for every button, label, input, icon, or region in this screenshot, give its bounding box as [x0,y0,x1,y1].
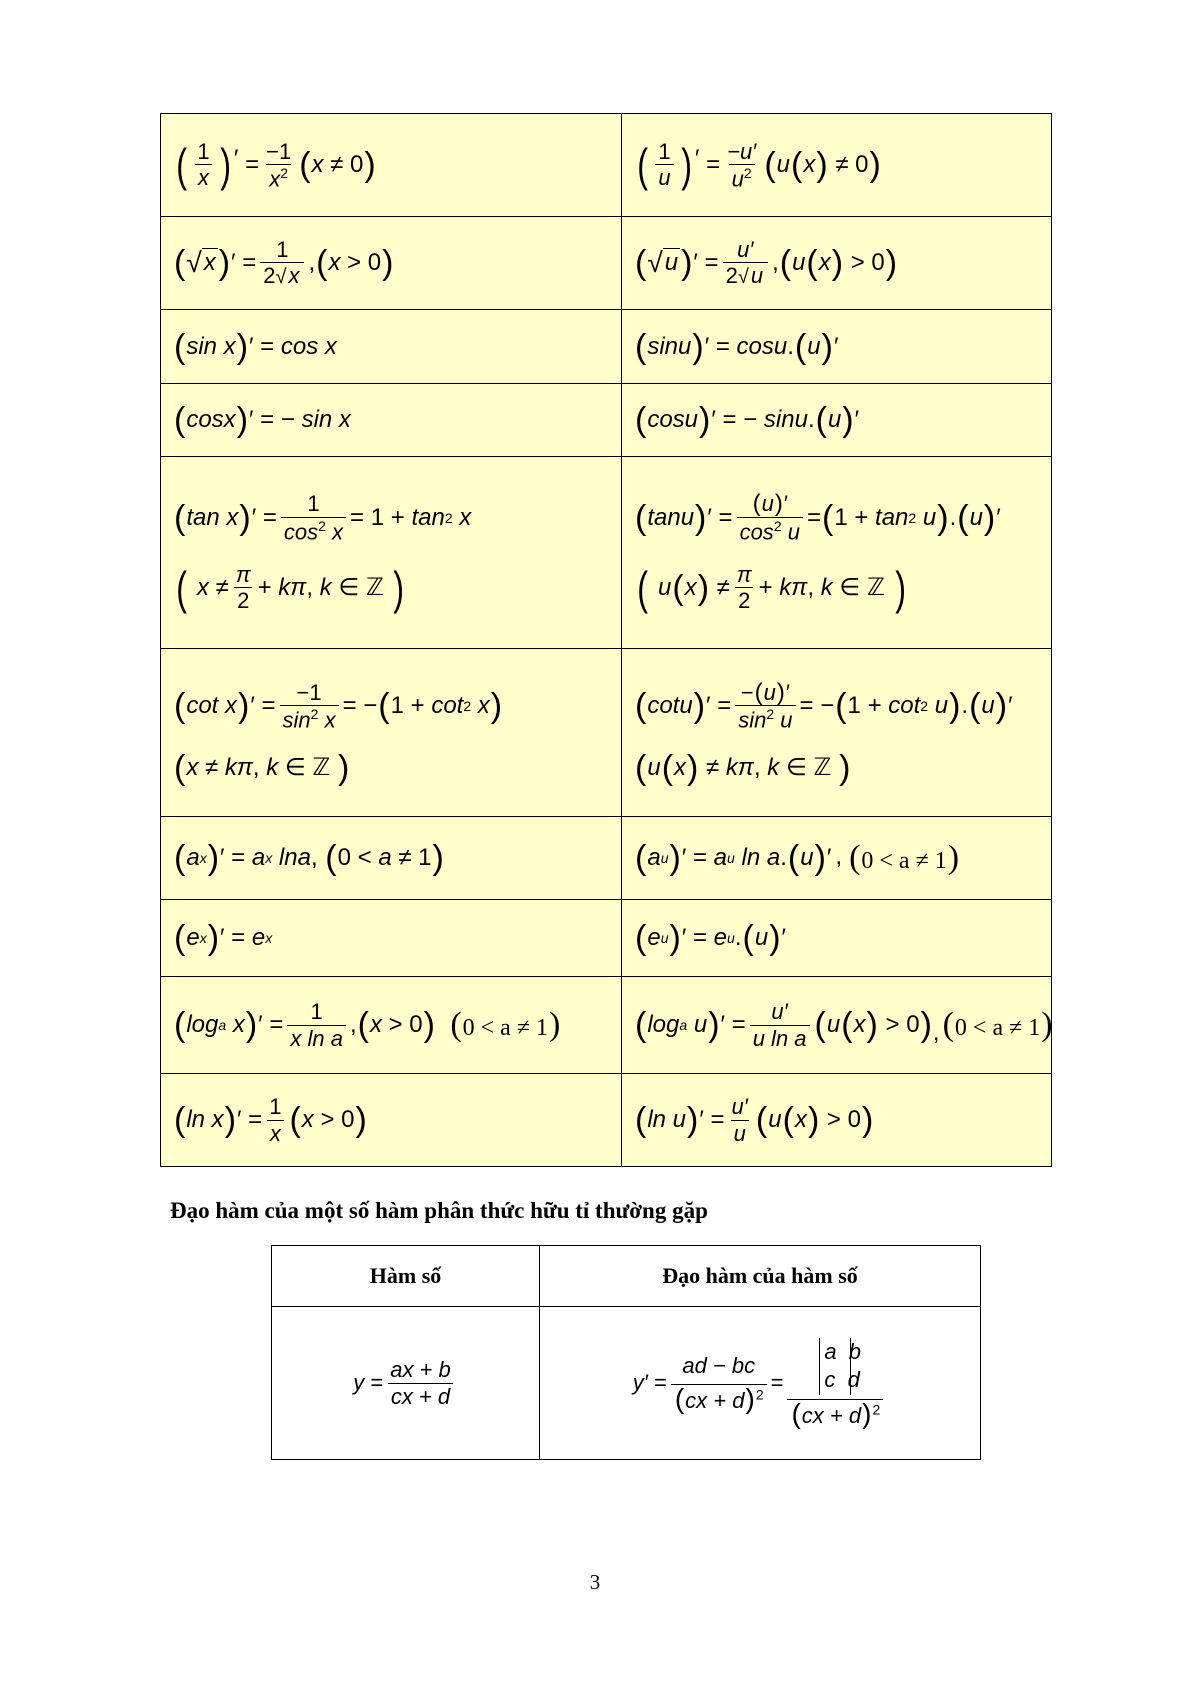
formula-cell [622,1074,1052,1167]
table-row [272,1307,981,1460]
formula-cell [161,310,622,384]
formula-cell [622,900,1052,977]
formula-cell [622,977,1052,1074]
formula-cell [622,114,1052,217]
formula: ( log a x ) ′ = $\frac{1}{\text{x ln a}}$ , ( x > 0 ) (0 < a ≠ 1) [174,999,561,1051]
section-heading: Đạo hàm của một số hàm phân thức hữu tỉ thường gặp [170,1198,708,1223]
formula-cell [622,384,1052,457]
table-row [161,977,1052,1074]
formula-cell [161,1074,622,1167]
formula-condition: ( x ≠ kπ , k ∈ ℤ ) [174,748,350,787]
formula: ( e x ) ′ = e x [174,919,273,957]
column-header: Hàm số [272,1246,540,1307]
formula: ( cosx ) ′ = − sin x [174,401,351,439]
formula-cell [161,457,622,649]
formula: ( ln x ) ′ = $\frac{1}{x}$ ( x > 0 ) [174,1094,367,1146]
formula-cell [622,310,1052,384]
formula: ( √ u ) ′ = $\frac{u'}{2√u}$ , ( u ( x ) > 0 ) [635,236,898,289]
formula: ( $\frac{1}{u}$ ) ′ = $\frac{-u'}{u^2}$ ( u ( x ) ≠ 0 ) [637,138,881,192]
table-row [161,457,1052,649]
derivative-formula-table [160,113,1052,1167]
formula: ( ln u ) ′ = $\frac{u'}{u}$ ( u ( x ) > 0 ) [635,1094,874,1146]
formula-cell [161,817,622,900]
formula-cell [161,977,622,1074]
table-row [161,649,1052,817]
formula: ( √ x ) ′ = $\frac{1}{2√x}$ , ( x > 0 ) [174,236,394,289]
formula: ( sinu ) ′ = cosu . ( u ) ′ [635,327,839,366]
table-row [161,1074,1052,1167]
formula-cell [622,217,1052,310]
formula: ( sin x ) ′ = cos x [174,327,337,366]
formula-cell [161,649,622,817]
function-cell [272,1307,540,1460]
formula: ( cosu ) ′ = − sinu . ( u ) ′ [635,401,860,439]
rational-function-table [271,1245,981,1460]
column-header: Đạo hàm của hàm số [540,1246,981,1307]
formula: ( cot x ) ′ = $\frac{-1}{\sin^2 x}$ = − ( 1 + cot 2 x ) [174,680,503,733]
table-row [161,310,1052,384]
formula-cell [622,817,1052,900]
table-row [161,817,1052,900]
formula-condition: ( u ( x ) ≠ kπ , k ∈ ℤ ) [635,748,851,787]
formula-cell [622,649,1052,817]
table-row [161,900,1052,977]
formula: ( e u ) ′ = e u . ( u ) ′ [635,919,787,957]
formula: ( log a u ) ′ = $\frac{u'}{\text{u ln a}}$ ( u ( x ) > 0 ) , (0 < a ≠ 1) [635,999,1053,1051]
formula: ( tan x ) ′ = $\frac{1}{\cos^2 x}$ = 1 + tan 2 x [174,491,472,544]
table-row [161,217,1052,310]
formula-cell [161,900,622,977]
formula-condition: ( u ( x ) ≠ $\frac{\pi}{2}$ + kπ , k ∈ ℤ ) [637,561,906,614]
derivative-cell [540,1307,981,1460]
formula-condition: ( x ≠ $\frac{\pi}{2}$ + kπ , k ∈ ℤ ) [176,561,405,614]
formula: y′ = $\frac{ad - bc}{(cx + d)^2}$ = a b c d (cx + d)$^2$ [541,1338,979,1428]
formula: y = $\frac{ax + b}{cx + d}$ [273,1357,538,1409]
table-row [161,384,1052,457]
page-number: 3 [589,1570,601,1594]
table-row [161,114,1052,217]
formula: ( cotu ) ′ = $\frac{-(u)'}{\sin^2 u}$ = − ( 1 + cot 2 u ) . ( u ) ′ [635,679,1013,733]
formula: ( a x ) ′ = a x lna , ( 0 < a ≠ 1 ) [174,839,444,877]
formula-cell [622,457,1052,649]
formula: ( tanu ) ′ = $\frac{(u)'}{\cos^2 u}$ = ( 1 + tan 2 u ) . ( u ) ′ [635,490,1001,544]
formula-cell [161,217,622,310]
formula-cell [161,114,622,217]
formula: ( a u ) ′ = a u ln a . ( u ) ′ , (0 < a ≠ 1) [635,839,960,877]
table-header-row [272,1246,981,1307]
formula: ( $\frac{1}{x}$ ) ′ = $\frac{-1}{x^2}$ ( x ≠ 0 ) [176,138,376,192]
formula-cell [161,384,622,457]
